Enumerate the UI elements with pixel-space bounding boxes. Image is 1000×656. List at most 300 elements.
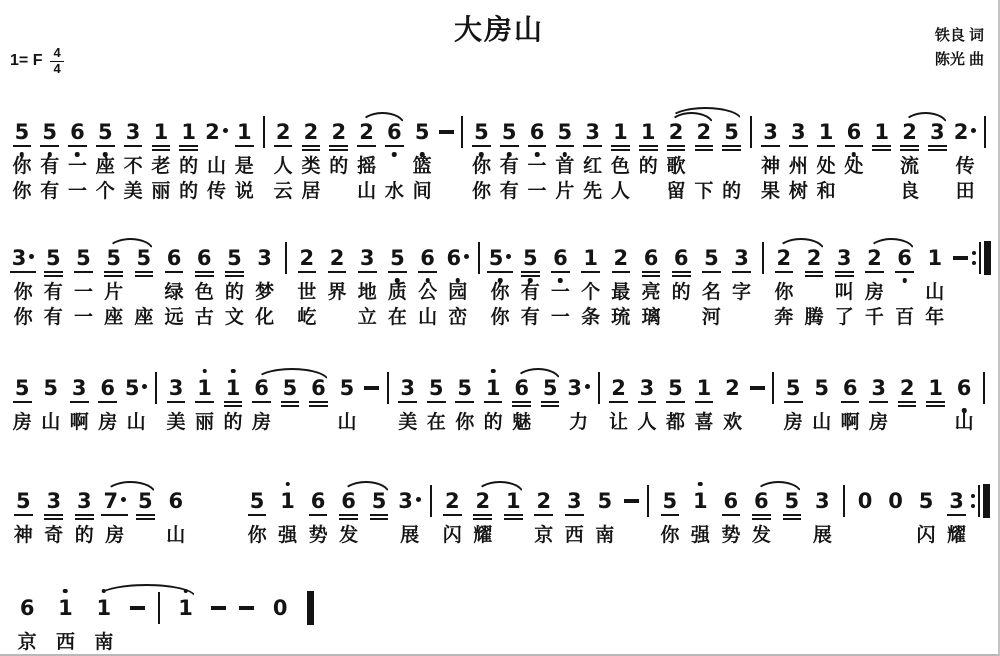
underline (473, 518, 492, 520)
note (162, 366, 190, 435)
note-digit: 3 (762, 122, 779, 143)
note (690, 110, 718, 204)
note (8, 479, 39, 548)
note-digit: 3 (929, 122, 946, 143)
note (836, 366, 864, 435)
lyric: 河 (701, 307, 721, 328)
underline (248, 514, 267, 516)
note (690, 366, 718, 435)
note-digit: 6 (386, 122, 403, 143)
barline (382, 366, 393, 435)
note-digit: 5 (522, 248, 539, 269)
underline (805, 271, 824, 273)
underline (609, 401, 628, 403)
note (325, 110, 353, 204)
lyric: 有 (520, 282, 540, 303)
note-digit: 2 (474, 491, 491, 512)
note (661, 366, 689, 435)
lyric: 摇 (357, 156, 377, 177)
underline (784, 401, 803, 403)
note (529, 479, 560, 548)
underline (722, 514, 741, 516)
lyric: 房 (105, 525, 125, 546)
low-octave-dot (902, 278, 907, 283)
note-digit: 6 (445, 248, 470, 269)
note (303, 479, 334, 548)
note-digit: 5 (41, 122, 58, 143)
note (422, 366, 450, 435)
lyric: 良 (900, 181, 920, 202)
note (590, 479, 621, 548)
lyric: 一 (527, 181, 547, 202)
lyric: 的 (179, 181, 199, 202)
note (746, 479, 777, 548)
note (920, 236, 950, 330)
underline (358, 271, 377, 273)
high-octave-dot (231, 369, 236, 374)
note (352, 236, 382, 330)
note (716, 479, 747, 548)
note (413, 236, 443, 330)
note (394, 479, 425, 548)
underline (789, 145, 808, 147)
note-digit: 1 (582, 248, 599, 269)
low-octave-dot (47, 152, 52, 157)
note-digit: 3 (733, 248, 750, 269)
note (633, 366, 661, 435)
barline (838, 479, 850, 548)
system (8, 236, 990, 330)
underline (195, 271, 214, 273)
lyric: 西 (564, 525, 584, 546)
note-digit: 3 (11, 248, 36, 269)
underline (455, 401, 474, 403)
note-digit: 1 (279, 491, 296, 512)
lyric: 发 (751, 525, 771, 546)
note-digit: 5 (43, 375, 59, 400)
note (536, 366, 564, 435)
note-digit: 3 (71, 378, 88, 399)
note (93, 366, 121, 435)
dash-note (436, 110, 456, 204)
high-octave-dot (202, 369, 207, 374)
note (36, 110, 64, 204)
note-digit: 1 (153, 122, 170, 143)
note-digit: 0 (888, 488, 903, 513)
lyric: 和 (816, 181, 836, 202)
lyric: 了 (834, 307, 854, 328)
dash-mark (239, 606, 254, 610)
note-digit: 1 (485, 378, 502, 399)
underline (10, 271, 37, 273)
lyric: 树 (788, 181, 808, 202)
note (662, 110, 690, 204)
dash-mark (750, 386, 765, 390)
lyric: 你 (12, 181, 32, 202)
note (893, 366, 921, 435)
note-digit: 5 (428, 378, 445, 399)
lyric: 歌 (666, 156, 686, 177)
note (247, 366, 275, 435)
lyric: 千 (864, 307, 884, 328)
high-octave-dot (183, 589, 188, 594)
underline (783, 514, 802, 516)
underline (612, 271, 631, 273)
underline (302, 149, 321, 151)
underline (504, 514, 523, 516)
underline (136, 518, 155, 520)
note (99, 236, 129, 330)
note-digit: 3 (870, 378, 887, 399)
note-digit: 3 (790, 122, 807, 143)
low-octave-dot (498, 278, 503, 283)
underline (124, 145, 143, 147)
low-octave-dot (852, 152, 857, 157)
note (468, 479, 499, 548)
underline (661, 514, 680, 516)
underline (926, 401, 945, 403)
note (297, 110, 325, 204)
lyric: 魅 (512, 412, 532, 433)
note-digit: 2 (613, 248, 630, 269)
note (8, 366, 36, 435)
barline-mark (263, 116, 265, 148)
lyric: 房 (98, 412, 118, 433)
low-octave-dot (962, 408, 967, 413)
high-octave-dot (102, 589, 107, 594)
underline (581, 271, 600, 273)
lyric: 奇 (44, 525, 64, 546)
score-header (0, 0, 998, 100)
low-octave-dot (535, 152, 540, 157)
underline (611, 149, 630, 151)
note-digit: 5 (226, 248, 243, 269)
underline (179, 149, 198, 151)
lyric: 地 (357, 282, 377, 303)
note-digit: 1 (57, 598, 74, 619)
low-octave-dot (392, 152, 397, 157)
lyric: 字 (732, 282, 752, 303)
note (450, 366, 478, 435)
repeat-end-barline (972, 479, 990, 548)
note-digit: 2 (899, 378, 916, 399)
note-digit: 3 (584, 122, 601, 143)
underline (947, 514, 966, 516)
barline-mark (387, 372, 389, 404)
lyric: 座 (95, 156, 115, 177)
lyric: 最 (611, 282, 631, 303)
note (36, 366, 64, 435)
note (784, 110, 812, 204)
note (272, 479, 303, 548)
underline (865, 271, 884, 273)
note-digit: 2 (204, 122, 229, 143)
low-octave-dot (425, 278, 430, 283)
note (69, 479, 100, 548)
note (129, 236, 159, 330)
dash-mark (953, 256, 968, 260)
note-digit: 1 (927, 378, 944, 399)
note (606, 236, 636, 330)
underline (775, 271, 794, 273)
lyric: 美 (398, 412, 418, 433)
note (189, 236, 219, 330)
lyric: 片 (104, 282, 124, 303)
note-digit: 2 (330, 122, 347, 143)
note-digit: 5 (662, 491, 679, 512)
lyric: 田 (955, 181, 975, 202)
note (100, 479, 131, 548)
underline (135, 271, 154, 273)
underline (732, 271, 751, 273)
system (8, 479, 990, 548)
lyric: 啊 (69, 412, 89, 433)
underline (427, 401, 446, 403)
dash-mark (211, 606, 226, 610)
note (666, 236, 696, 330)
note (8, 586, 46, 655)
underline (74, 271, 93, 273)
lyric: 州 (788, 156, 808, 177)
underline (75, 518, 94, 520)
lyric: 有 (499, 181, 519, 202)
lyric: 的 (329, 156, 349, 177)
note-digit: 5 (14, 378, 31, 399)
note-digit: 5 (124, 378, 149, 399)
repeat-dots (972, 251, 976, 265)
barline (642, 479, 654, 548)
barline-mark (461, 116, 463, 148)
lyric: 一 (67, 156, 87, 177)
note (166, 586, 204, 655)
lyric: 山 (954, 412, 974, 433)
underline (500, 145, 519, 147)
high-octave-dot (285, 482, 290, 487)
note-digit: 3 (639, 378, 656, 399)
underline (339, 514, 358, 516)
lyric: 红 (583, 156, 603, 177)
low-octave-dot (507, 152, 512, 157)
note (607, 110, 635, 204)
underline (695, 149, 714, 151)
note-digit: 5 (339, 375, 355, 400)
lyric: 一 (73, 282, 93, 303)
song-title: 大房山 (453, 14, 544, 45)
underline (418, 271, 437, 273)
lyric: 界 (327, 282, 347, 303)
note (353, 110, 381, 204)
underline (551, 271, 570, 273)
note-digit: 5 (389, 248, 406, 269)
lyric: 留 (666, 181, 686, 202)
lyric: 下 (694, 181, 714, 202)
note-digit: 2 (866, 248, 883, 269)
note (498, 479, 529, 548)
lyric: 你 (13, 307, 33, 328)
note (443, 236, 473, 330)
note (468, 110, 496, 204)
lyric: 水 (384, 181, 404, 202)
barline (593, 366, 604, 435)
note (864, 366, 892, 435)
note-digit: 5 (784, 491, 801, 512)
note-digit: 2 (329, 248, 346, 269)
note (65, 366, 93, 435)
lyric: 的 (223, 412, 243, 433)
underline (152, 149, 171, 151)
note (576, 236, 606, 330)
underline (225, 271, 244, 273)
note-digit: 5 (597, 488, 613, 513)
note (921, 366, 949, 435)
lyric: 一 (527, 156, 547, 177)
lyric: 传 (206, 181, 226, 202)
note-digit: 2 (610, 378, 627, 399)
note-digit: 0 (857, 488, 873, 513)
underline (281, 405, 300, 407)
lyric: 不 (123, 156, 143, 177)
underline (869, 401, 888, 403)
lyric: 说 (234, 181, 254, 202)
lyric: 有 (40, 156, 60, 177)
underline (541, 405, 560, 407)
underline (152, 145, 171, 147)
lyric: 处 (844, 156, 864, 177)
note-digit: 5 (667, 378, 684, 399)
note (269, 110, 297, 204)
lyric: 奔 (774, 307, 794, 328)
barline (456, 110, 467, 204)
barline (757, 236, 769, 330)
note (515, 236, 545, 330)
note-row (8, 110, 990, 204)
underline (484, 401, 503, 403)
underline (329, 145, 348, 147)
lyric: 质 (387, 282, 407, 303)
note (951, 110, 979, 204)
note-digit: 1 (196, 378, 213, 399)
note (68, 236, 98, 330)
note (130, 479, 161, 548)
lyric: 首 (555, 156, 575, 177)
underline (357, 145, 376, 147)
meter-denominator: 4 (53, 60, 61, 76)
note (159, 236, 189, 330)
underline (96, 145, 115, 147)
lyric: 山 (206, 156, 226, 177)
underline (309, 401, 328, 403)
underline (528, 145, 547, 147)
underline (928, 145, 947, 147)
barline (280, 236, 292, 330)
note (829, 236, 859, 330)
note-digit: 5 (557, 122, 574, 143)
lyric: 房 (864, 282, 884, 303)
note (485, 236, 515, 330)
underline (136, 514, 155, 516)
lyric: 你 (490, 282, 510, 303)
underline (225, 275, 244, 277)
lyric: 居 (301, 181, 321, 202)
note-row (8, 366, 990, 435)
note-digit: 1 (873, 122, 890, 143)
underline (70, 401, 89, 403)
barline (151, 586, 166, 655)
lyric: 名 (701, 282, 721, 303)
dash-note (205, 586, 233, 655)
lyric: 峦 (448, 307, 468, 328)
lyric: 果 (761, 181, 781, 202)
low-octave-dot (20, 152, 25, 157)
lyric: 你 (774, 282, 794, 303)
underline (639, 149, 658, 151)
lyric: 文 (224, 307, 244, 328)
barline-mark (478, 242, 480, 274)
note-digit: 5 (473, 122, 490, 143)
lyric: 耀 (473, 525, 493, 546)
note (685, 479, 716, 548)
underline (900, 145, 919, 147)
lyric: 绿 (164, 282, 184, 303)
note (923, 110, 951, 204)
note-digit: 1 (505, 491, 522, 512)
high-octave-dot (698, 482, 703, 487)
note (38, 236, 68, 330)
note (545, 236, 575, 330)
note (175, 110, 203, 204)
lyric: 屹 (297, 307, 317, 328)
lyric: 展 (400, 525, 420, 546)
note (696, 236, 726, 330)
note (889, 236, 919, 330)
lyric: 房 (869, 412, 889, 433)
underline (14, 514, 33, 516)
underline (167, 401, 186, 403)
underline (224, 401, 243, 403)
underline (281, 401, 300, 403)
note (799, 236, 829, 330)
underline (13, 401, 32, 403)
note (718, 366, 746, 435)
underline (672, 275, 691, 277)
note (950, 366, 978, 435)
underline (512, 405, 531, 407)
underline (472, 145, 491, 147)
lyric: 房 (252, 412, 272, 433)
note (868, 110, 896, 204)
note-digit: 1 (612, 122, 629, 143)
note-digit: 6 (723, 491, 740, 512)
note-digit: 2 (535, 491, 552, 512)
note-digit: 3 (76, 491, 93, 512)
underline (235, 145, 254, 147)
note-digit: 5 (723, 122, 740, 143)
barline-mark (984, 116, 986, 148)
dash-mark (439, 130, 454, 134)
key-label: 1= F (10, 52, 43, 70)
underline (252, 401, 271, 403)
high-octave-dot (491, 369, 496, 374)
note (655, 479, 686, 548)
note-digit: 1 (927, 245, 943, 270)
lyric: 公 (418, 282, 438, 303)
note (8, 110, 36, 204)
note-digit: 6 (846, 122, 863, 143)
note-digit: 5 (97, 122, 114, 143)
underline (224, 405, 243, 407)
note-digit: 2 (901, 122, 918, 143)
lyric: 房 (12, 412, 32, 433)
